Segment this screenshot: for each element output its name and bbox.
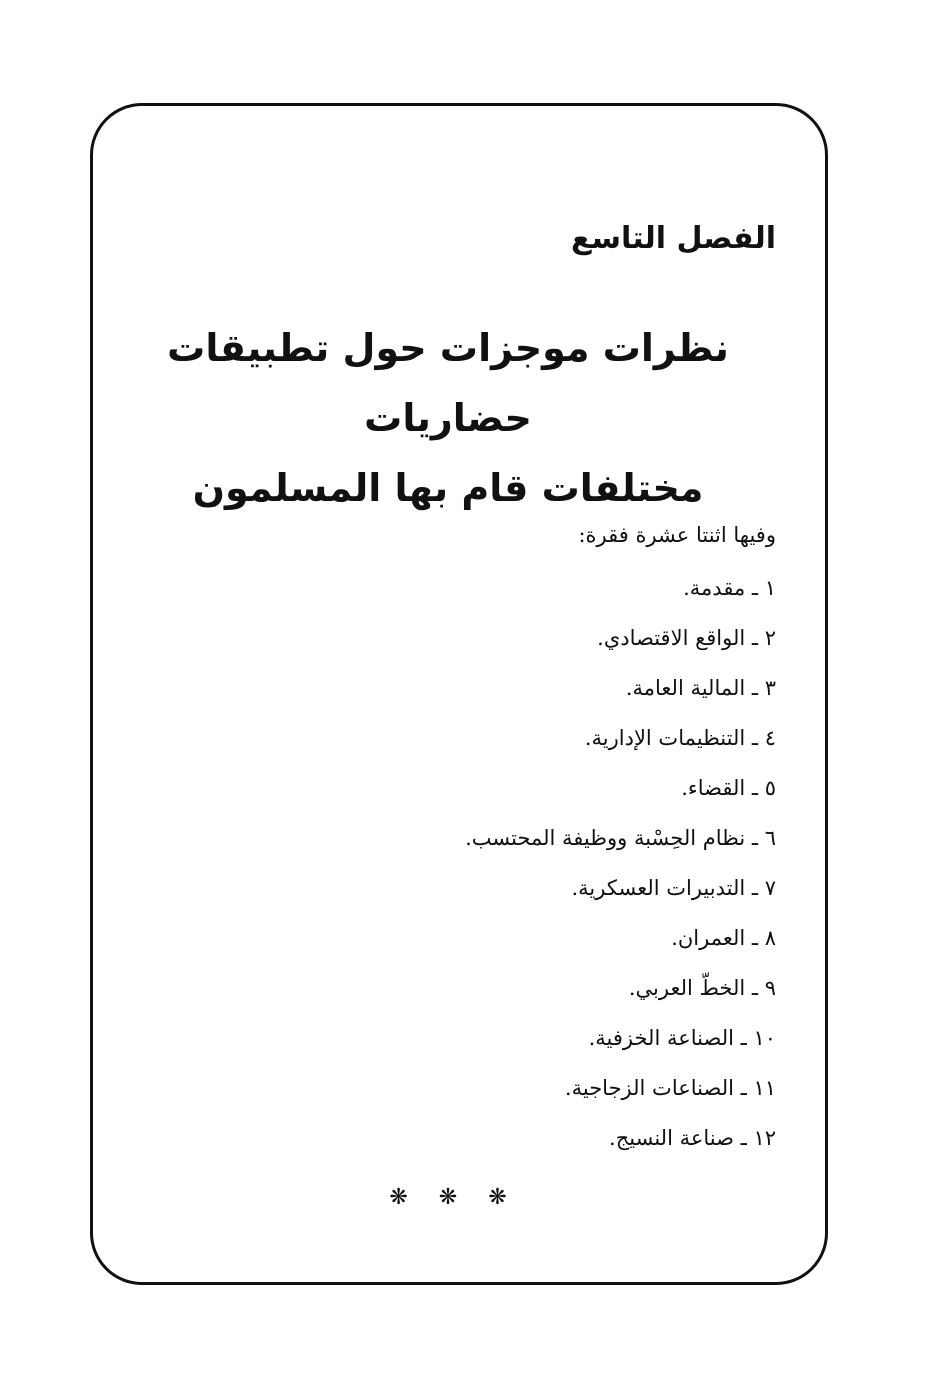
chapter-title-line-1: نظرات موجزات حول تطبيقات حضاريات [167, 326, 729, 440]
asterism-icon: ❋ [389, 1185, 408, 1210]
list-item: ٦ ـ نظام الحِسْبة ووظيفة المحتسب. [465, 826, 776, 850]
list-item: ٥ ـ القضاء. [681, 776, 776, 800]
list-item: ٣ ـ المالية العامة. [625, 676, 776, 700]
list-item: ٢ ـ الواقع الاقتصادي. [597, 626, 776, 650]
paragraph-list [465, 563, 776, 1163]
asterism-icon: ❋ [438, 1185, 458, 1210]
asterism-icon: ❋ [488, 1185, 507, 1210]
list-item: ٨ ـ العمران. [671, 926, 776, 950]
list-item: ١٢ ـ صناعة النسيج. [609, 1126, 776, 1150]
chapter-page [120, 103, 776, 1285]
list-item: ١١ ـ الصناعات الزجاجية. [564, 1076, 776, 1100]
list-item: ٤ ـ التنظيمات الإدارية. [584, 726, 776, 750]
chapter-heading: الفصل التاسع [571, 221, 776, 256]
list-item: ١ ـ مقدمة. [683, 576, 776, 600]
list-item: ٩ ـ الخطّ العربي. [628, 976, 776, 1000]
list-item: ١٠ ـ الصناعة الخزفية. [588, 1026, 776, 1050]
chapter-title [120, 313, 776, 523]
chapter-title-line-2: مختلفات قام بها المسلمون [192, 466, 704, 510]
list-item: ٧ ـ التدبيرات العسكرية. [571, 876, 776, 900]
intro-text: وفيها اثنتا عشرة فقرة: [578, 523, 776, 547]
section-ornament [120, 1178, 776, 1218]
